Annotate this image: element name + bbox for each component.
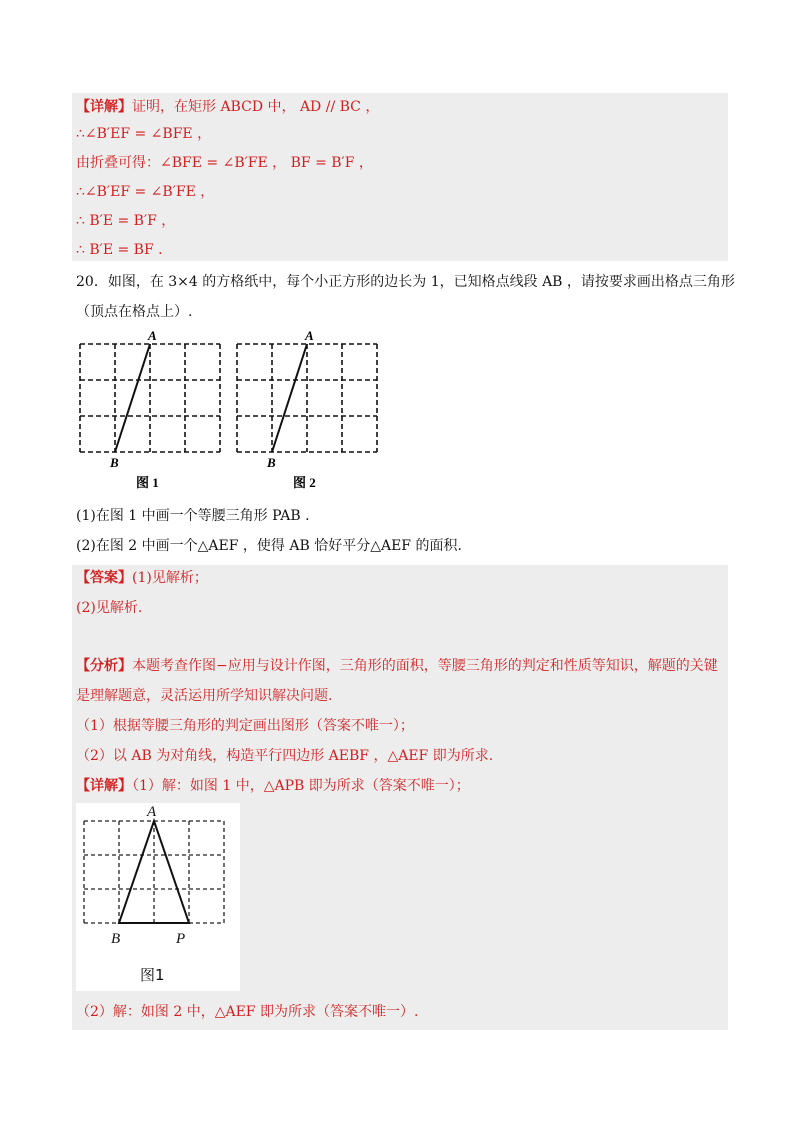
detail2-line-2: （2）解：如图 2 中，△AEF 即为所求（答案不唯一）.	[76, 1004, 419, 1020]
segment-ab	[115, 344, 150, 452]
detail-line-2: ∴∠B′EF = ∠BFE ，	[76, 126, 212, 142]
question-part-1: (1)在图 1 中画一个等腰三角形 PAB .	[76, 508, 310, 524]
point-a-label: A	[147, 804, 157, 820]
figure-1-caption: 图 1	[136, 475, 159, 490]
question-20-line-2: （顶点在格点上）.	[76, 304, 193, 320]
question-part-2: (2)在图 2 中画一个△AEF ，使得 AB 恰好平分△AEF 的面积.	[76, 538, 462, 554]
answer-figure-caption: 图1	[140, 966, 165, 984]
question-20-line-1: 20．如图，在 3×4 的方格纸中，每个小正方形的边长为 1，已知格点线段 AB ，请按要求画出格点三角形	[76, 274, 735, 290]
point-b-label: B	[267, 455, 276, 470]
question-figure-2	[235, 330, 385, 490]
detail-line-3: 由折叠可得：∠BFE = ∠B′FE ， BF = B′F ，	[76, 155, 373, 171]
analysis-tag: 【分析】	[76, 658, 132, 674]
analysis-line-1: 【分析】本题考查作图−应用与设计作图，三角形的面积，等腰三角形的判定和性质等知识，解题的关键	[76, 658, 718, 674]
dashed-grid	[84, 821, 224, 923]
detail-line-1: 【详解】证明，在矩形 ABCD 中， AD // BC ，	[76, 99, 380, 115]
analysis-line-3: （1）根据等腰三角形的判定画出图形（答案不唯一）；	[76, 718, 414, 734]
segment-ab	[272, 344, 307, 452]
answer-line-1: 【答案】(1)见解析；	[76, 570, 208, 586]
figure-2-caption: 图 2	[293, 475, 316, 490]
detail-line-5: ∴ B′E = B′F ，	[76, 213, 176, 229]
point-a-label: A	[148, 330, 157, 343]
question-figure-1	[78, 330, 228, 490]
point-b-label: B	[110, 455, 119, 470]
detail2-tag: 【详解】	[76, 778, 132, 794]
dashed-grid	[237, 344, 377, 452]
analysis-line-2: 是理解题意，灵活运用所学知识解决问题.	[76, 688, 333, 704]
answer-figure-1	[76, 803, 240, 991]
dashed-grid	[80, 344, 220, 452]
analysis-line-4: （2）以 AB 为对角线，构造平行四边形 AEBF ，△AEF 即为所求.	[76, 748, 494, 764]
answer-line-2: (2)见解析.	[76, 600, 143, 616]
point-b-label: B	[111, 931, 121, 947]
answer-figure-svg	[76, 803, 240, 991]
grid-figure-2-svg	[235, 330, 385, 490]
detail-tag: 【详解】	[76, 99, 132, 115]
answer-tag: 【答案】	[76, 570, 132, 586]
detail-line-6: ∴ B′E = BF .	[76, 242, 163, 258]
detail-block-1	[72, 93, 728, 261]
grid-figure-1-svg	[78, 330, 228, 490]
point-p-label: P	[176, 931, 186, 947]
detail2-line-1: 【详解】（1）解：如图 1 中，△APB 即为所求（答案不唯一）；	[76, 778, 470, 794]
point-a-label: A	[305, 330, 314, 343]
detail-line-4: ∴∠B′EF = ∠B′FE ，	[76, 184, 215, 200]
